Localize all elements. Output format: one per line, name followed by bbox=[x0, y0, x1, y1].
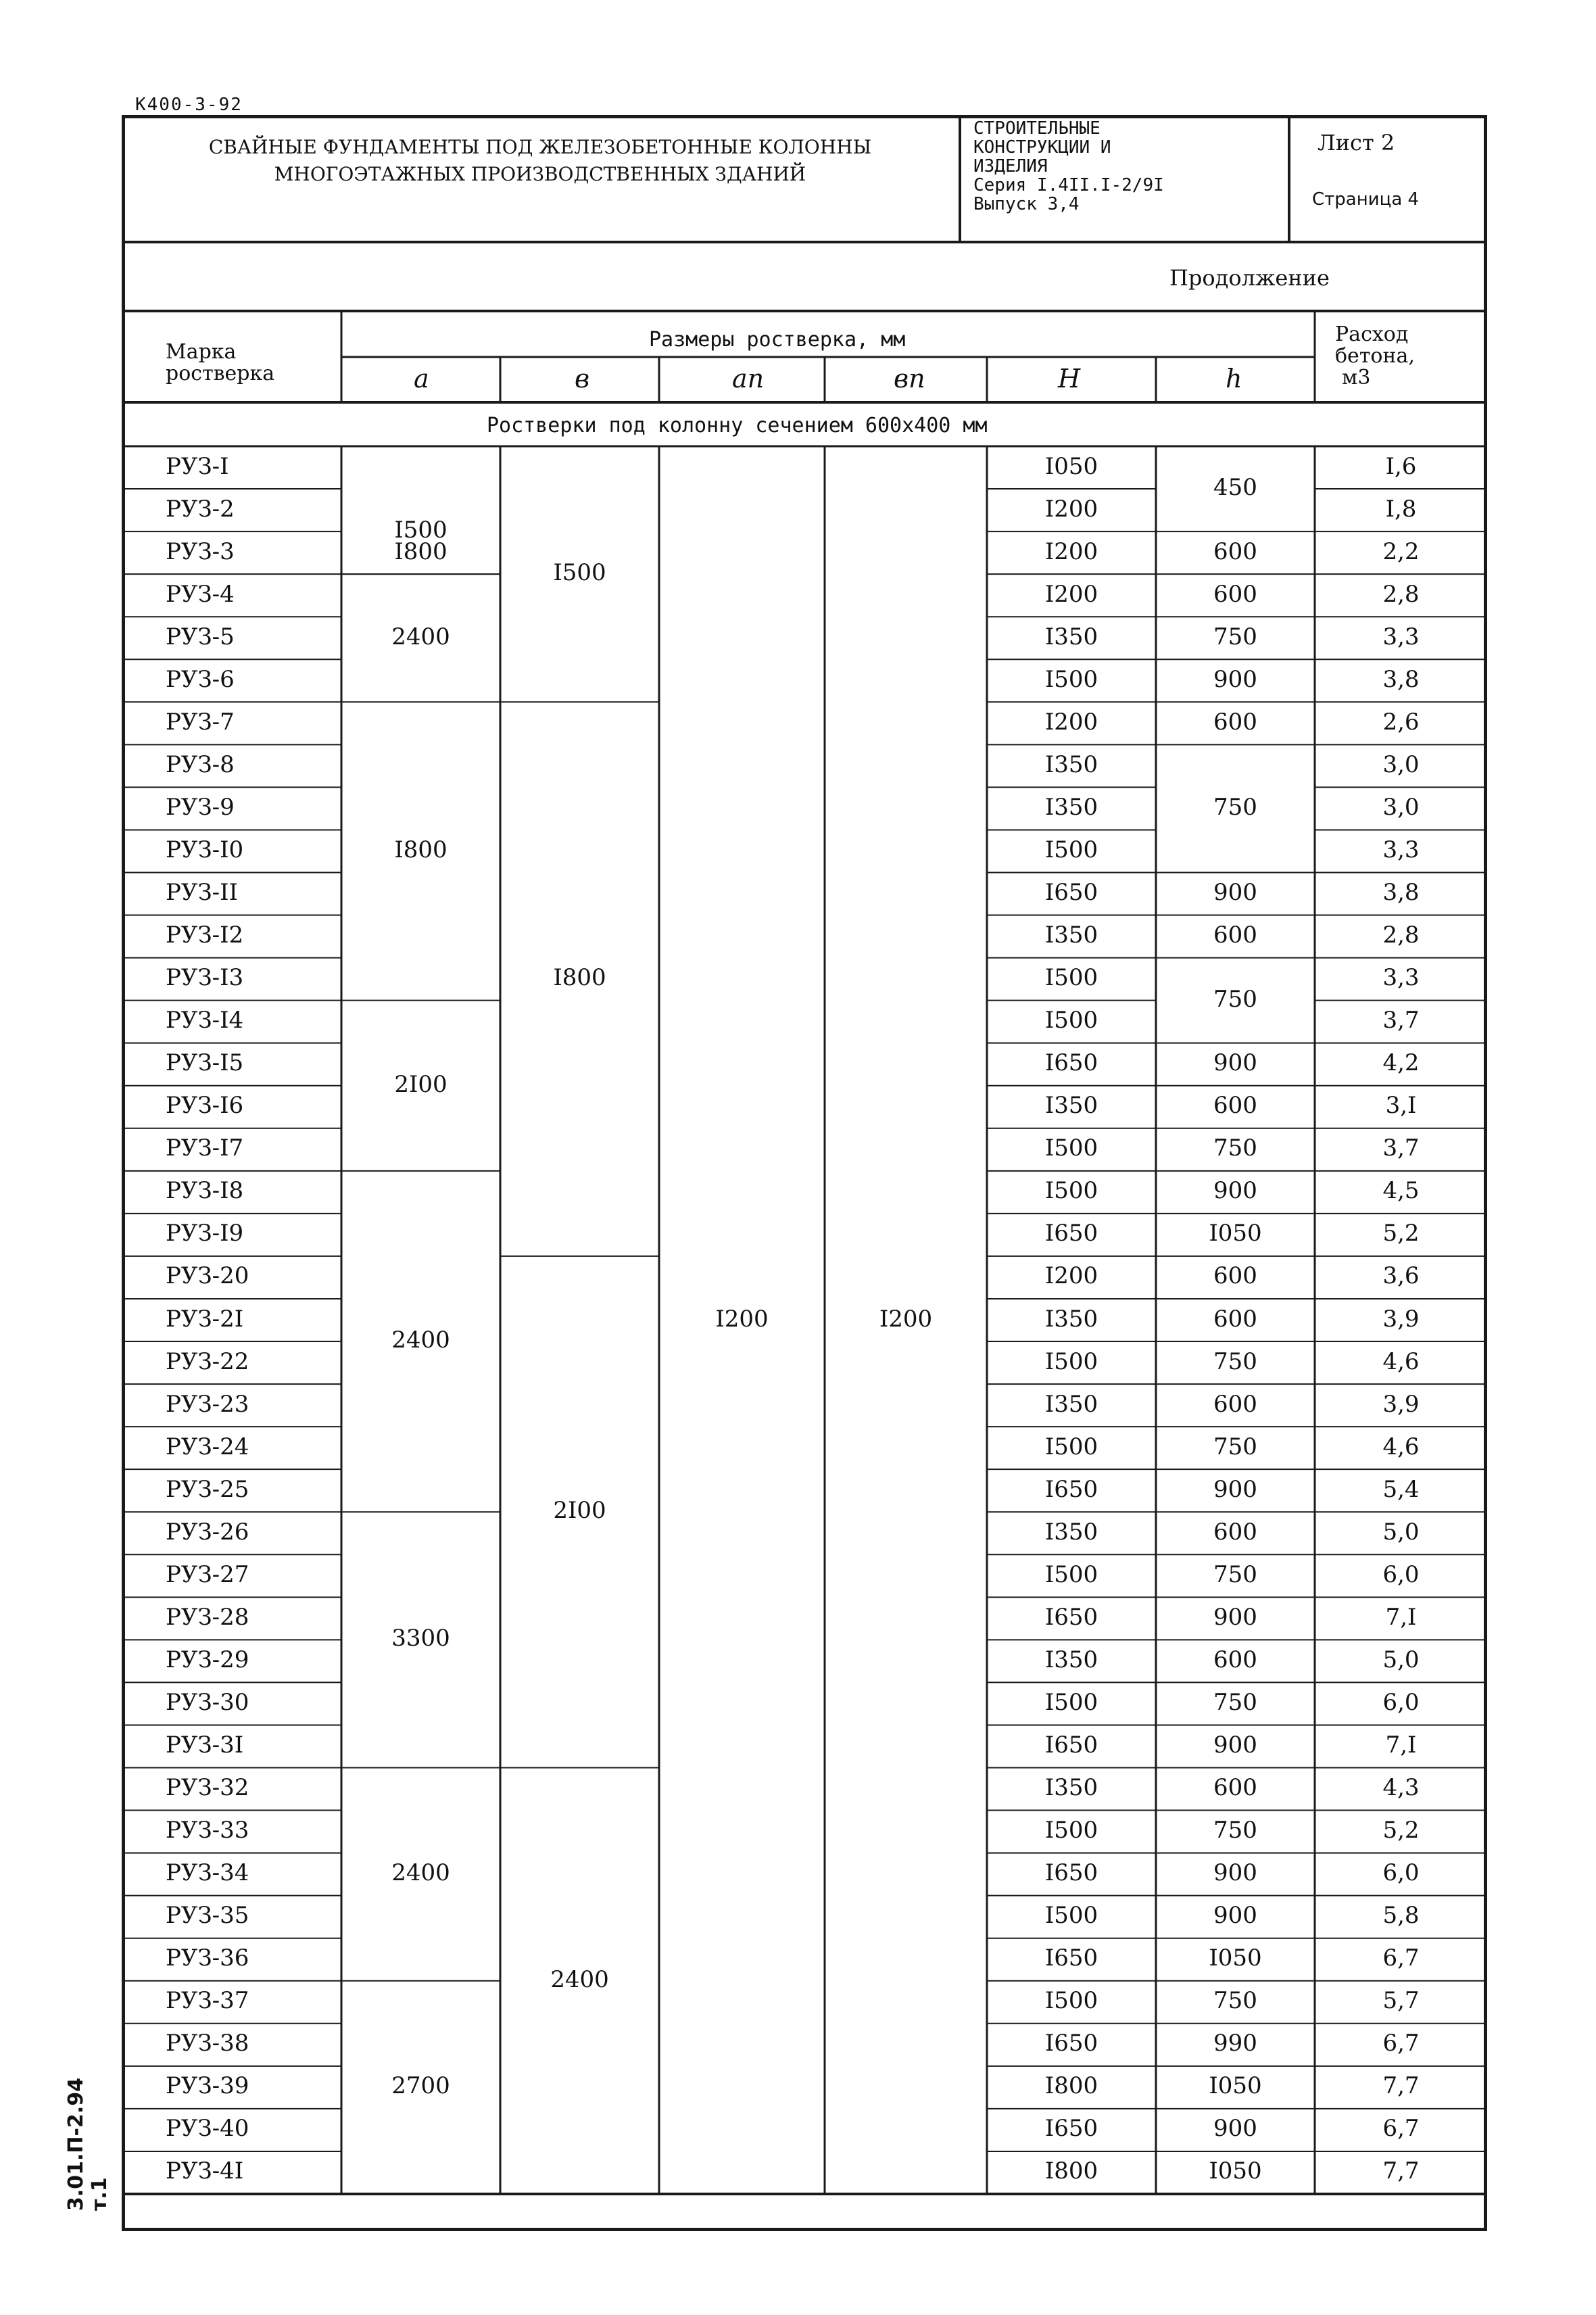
sheet-number: Лист 2 bbox=[1317, 130, 1395, 156]
header-col-bn: вп bbox=[894, 364, 925, 393]
row-mark: РУЗ-26 bbox=[166, 1518, 249, 1546]
row-concrete-value: 7,7 bbox=[1382, 2072, 1420, 2100]
row-H-value: I200 bbox=[1044, 495, 1098, 523]
row-H-value: I800 bbox=[1044, 2072, 1098, 2100]
group-a-value: 2400 bbox=[391, 1859, 450, 1887]
row-concrete-value: 3,6 bbox=[1382, 1262, 1420, 1290]
row-concrete-value: 7,I bbox=[1385, 1603, 1417, 1631]
bn-value: I200 bbox=[879, 1305, 933, 1333]
row-H-value: I350 bbox=[1044, 750, 1098, 778]
row-mark: РУЗ-I8 bbox=[166, 1177, 244, 1205]
group-a-value: I500 bbox=[394, 517, 448, 544]
group-h-value: 750 bbox=[1213, 985, 1257, 1013]
row-concrete-value: 6,0 bbox=[1382, 1688, 1420, 1716]
group-h-value: 900 bbox=[1213, 1859, 1257, 1887]
row-concrete-value: 4,6 bbox=[1382, 1347, 1420, 1375]
row-H-value: I650 bbox=[1044, 1859, 1098, 1887]
group-h-value: I050 bbox=[1209, 1220, 1262, 1247]
group-h-value: 750 bbox=[1213, 623, 1257, 650]
row-mark: РУЗ-29 bbox=[166, 1646, 249, 1673]
group-a-value: 3300 bbox=[391, 1625, 450, 1652]
row-concrete-value: 4,6 bbox=[1382, 1433, 1420, 1460]
row-mark: РУЗ-3 bbox=[166, 538, 235, 565]
group-a-value: I800 bbox=[394, 538, 448, 565]
row-H-value: I500 bbox=[1044, 836, 1098, 863]
row-H-value: I500 bbox=[1044, 1560, 1098, 1588]
row-concrete-value: 3,8 bbox=[1382, 665, 1420, 693]
group-h-value: 900 bbox=[1213, 1902, 1257, 1930]
row-mark: РУЗ-2 bbox=[166, 495, 235, 523]
group-a-value: 2700 bbox=[391, 2072, 450, 2100]
row-H-value: I050 bbox=[1044, 452, 1098, 480]
header-mark-line1: Марка bbox=[166, 340, 237, 364]
row-H-value: I650 bbox=[1044, 1944, 1098, 1972]
row-mark: РУЗ-34 bbox=[166, 1859, 249, 1887]
row-H-value: I650 bbox=[1044, 1603, 1098, 1631]
row-concrete-value: 3,7 bbox=[1382, 1007, 1420, 1034]
row-H-value: I650 bbox=[1044, 1475, 1098, 1503]
group-h-value: 990 bbox=[1213, 2030, 1257, 2057]
row-mark: РУЗ-6 bbox=[166, 665, 235, 693]
group-h-value: 600 bbox=[1213, 1305, 1257, 1333]
page-number: Страница 4 bbox=[1312, 189, 1420, 210]
group-h-value: 600 bbox=[1213, 580, 1257, 608]
row-mark: РУЗ-38 bbox=[166, 2030, 249, 2057]
row-H-value: I800 bbox=[1044, 2157, 1098, 2185]
row-mark: РУЗ-I4 bbox=[166, 1007, 244, 1034]
row-mark: РУЗ-27 bbox=[166, 1560, 249, 1588]
group-h-value: 900 bbox=[1213, 879, 1257, 906]
row-mark: РУЗ-24 bbox=[166, 1433, 249, 1460]
row-H-value: I500 bbox=[1044, 1902, 1098, 1930]
header-consumption-line2: бетона, bbox=[1335, 344, 1415, 368]
row-mark: РУЗ-39 bbox=[166, 2072, 249, 2100]
row-mark: РУЗ-33 bbox=[166, 1817, 249, 1844]
row-mark: РУЗ-I bbox=[166, 452, 229, 480]
row-concrete-value: 6,7 bbox=[1382, 2030, 1420, 2057]
series-line-2: КОНСТРУКЦИИ И bbox=[973, 137, 1111, 158]
row-concrete-value: 3,0 bbox=[1382, 793, 1420, 821]
group-h-value: 450 bbox=[1213, 474, 1257, 502]
row-H-value: I650 bbox=[1044, 879, 1098, 906]
row-mark: РУЗ-I0 bbox=[166, 836, 244, 863]
header-col-a: a bbox=[414, 364, 429, 393]
row-concrete-value: 5,0 bbox=[1382, 1646, 1420, 1673]
row-concrete-value: 6,7 bbox=[1382, 1944, 1420, 1972]
group-h-value: 600 bbox=[1213, 922, 1257, 949]
group-a-value: 2I00 bbox=[394, 1070, 448, 1098]
row-concrete-value: 7,7 bbox=[1382, 2157, 1420, 2185]
row-H-value: I350 bbox=[1044, 793, 1098, 821]
row-mark: РУЗ-5 bbox=[166, 623, 235, 650]
row-H-value: I650 bbox=[1044, 1731, 1098, 1759]
row-mark: РУЗ-22 bbox=[166, 1347, 249, 1375]
row-H-value: I500 bbox=[1044, 1433, 1098, 1460]
row-mark: РУЗ-I2 bbox=[166, 922, 244, 949]
row-concrete-value: 5,4 bbox=[1382, 1475, 1420, 1503]
row-concrete-value: 6,0 bbox=[1382, 1859, 1420, 1887]
header-col-h: h bbox=[1226, 364, 1242, 393]
row-mark: РУЗ-9 bbox=[166, 793, 235, 821]
row-mark: РУЗ-I9 bbox=[166, 1220, 244, 1247]
row-mark: РУЗ-30 bbox=[166, 1688, 249, 1716]
group-h-value: 900 bbox=[1213, 665, 1257, 693]
group-h-value: 900 bbox=[1213, 1603, 1257, 1631]
row-concrete-value: 3,3 bbox=[1382, 623, 1420, 650]
group-h-value: 600 bbox=[1213, 1262, 1257, 1290]
row-H-value: I200 bbox=[1044, 1262, 1098, 1290]
row-H-value: I200 bbox=[1044, 708, 1098, 736]
header-sizes: Размеры ростверка, мм bbox=[649, 328, 906, 352]
row-H-value: I650 bbox=[1044, 2115, 1098, 2143]
an-value: I200 bbox=[715, 1305, 769, 1333]
header-col-H: Н bbox=[1058, 364, 1081, 393]
row-concrete-value: I,8 bbox=[1385, 495, 1417, 523]
row-mark: РУЗ-7 bbox=[166, 708, 235, 736]
title-line-1: СВАЙНЫЕ ФУНДАМЕНТЫ ПОД ЖЕЛЕЗОБЕТОННЫЕ КОЛОННЫ bbox=[208, 136, 872, 158]
title-line-2: МНОГОЭТАЖНЫХ ПРОИЗВОДСТВЕННЫХ ЗДАНИЙ bbox=[274, 163, 806, 185]
row-concrete-value: 2,2 bbox=[1382, 538, 1420, 565]
group-h-value: 900 bbox=[1213, 1049, 1257, 1077]
row-H-value: I500 bbox=[1044, 1347, 1098, 1375]
continuation-label: Продолжение bbox=[1169, 265, 1330, 291]
side-document-code: 3.01.П-2.94 т.1 bbox=[64, 2078, 112, 2211]
group-h-value: 750 bbox=[1213, 793, 1257, 821]
row-concrete-value: 4,2 bbox=[1382, 1049, 1420, 1077]
group-h-value: 750 bbox=[1213, 1817, 1257, 1844]
row-H-value: I500 bbox=[1044, 1688, 1098, 1716]
row-mark: РУЗ-II bbox=[166, 879, 238, 906]
group-h-value: 750 bbox=[1213, 1987, 1257, 2015]
group-a-value: I800 bbox=[394, 836, 448, 863]
row-mark: РУЗ-20 bbox=[166, 1262, 249, 1290]
row-concrete-value: 6,0 bbox=[1382, 1560, 1420, 1588]
row-H-value: I350 bbox=[1044, 1646, 1098, 1673]
row-mark: РУЗ-23 bbox=[166, 1390, 249, 1418]
row-H-value: I350 bbox=[1044, 1774, 1098, 1802]
row-mark: РУЗ-28 bbox=[166, 1603, 249, 1631]
row-H-value: I200 bbox=[1044, 538, 1098, 565]
row-H-value: I500 bbox=[1044, 1007, 1098, 1034]
row-concrete-value: 5,8 bbox=[1382, 1902, 1420, 1930]
header-col-an: ап bbox=[732, 364, 765, 393]
row-concrete-value: 3,0 bbox=[1382, 750, 1420, 778]
row-H-value: I500 bbox=[1044, 1987, 1098, 2015]
group-h-value: 600 bbox=[1213, 1390, 1257, 1418]
row-mark: РУЗ-2I bbox=[166, 1305, 244, 1333]
row-H-value: I350 bbox=[1044, 1305, 1098, 1333]
row-concrete-value: 5,2 bbox=[1382, 1220, 1420, 1247]
series-line-1: СТРОИТЕЛЬНЫЕ bbox=[973, 118, 1101, 139]
group-h-value: 750 bbox=[1213, 1347, 1257, 1375]
row-H-value: I500 bbox=[1044, 665, 1098, 693]
row-concrete-value: 3,3 bbox=[1382, 964, 1420, 992]
row-mark: РУЗ-25 bbox=[166, 1475, 249, 1503]
group-h-value: 900 bbox=[1213, 1475, 1257, 1503]
row-mark: РУЗ-35 bbox=[166, 1902, 249, 1930]
group-h-value: 750 bbox=[1213, 1688, 1257, 1716]
row-concrete-value: 3,9 bbox=[1382, 1390, 1420, 1418]
group-a-value: 2400 bbox=[391, 1327, 450, 1354]
group-h-value: 750 bbox=[1213, 1560, 1257, 1588]
row-mark: РУЗ-8 bbox=[166, 750, 235, 778]
row-H-value: I500 bbox=[1044, 1177, 1098, 1205]
group-a-value: 2400 bbox=[391, 623, 450, 650]
row-H-value: I200 bbox=[1044, 580, 1098, 608]
row-mark: РУЗ-37 bbox=[166, 1987, 249, 2015]
row-H-value: I500 bbox=[1044, 1817, 1098, 1844]
document-code: К400-3-92 bbox=[135, 95, 243, 115]
row-H-value: I650 bbox=[1044, 2030, 1098, 2057]
row-concrete-value: 2,8 bbox=[1382, 580, 1420, 608]
header-consumption-line1: Расход bbox=[1335, 323, 1409, 346]
row-mark: РУЗ-40 bbox=[166, 2115, 249, 2143]
header-mark-line2: ростверка bbox=[166, 362, 275, 385]
row-concrete-value: 3,3 bbox=[1382, 836, 1420, 863]
row-concrete-value: 3,8 bbox=[1382, 879, 1420, 906]
row-concrete-value: 6,7 bbox=[1382, 2115, 1420, 2143]
group-h-value: 600 bbox=[1213, 1646, 1257, 1673]
header-col-b: в bbox=[575, 364, 590, 393]
group-h-value: 900 bbox=[1213, 2115, 1257, 2143]
group-h-value: 600 bbox=[1213, 1774, 1257, 1802]
row-concrete-value: 5,2 bbox=[1382, 1817, 1420, 1844]
row-mark: РУЗ-I7 bbox=[166, 1135, 244, 1162]
row-concrete-value: 2,6 bbox=[1382, 708, 1420, 736]
series-line-4: Серия I.4II.I-2/9I bbox=[973, 175, 1164, 195]
group-h-value: 750 bbox=[1213, 1135, 1257, 1162]
group-h-value: 600 bbox=[1213, 1518, 1257, 1546]
row-mark: РУЗ-32 bbox=[166, 1774, 249, 1802]
row-H-value: I500 bbox=[1044, 964, 1098, 992]
row-concrete-value: I,6 bbox=[1385, 452, 1417, 480]
row-mark: РУЗ-4 bbox=[166, 580, 235, 608]
row-concrete-value: 3,9 bbox=[1382, 1305, 1420, 1333]
group-h-value: I050 bbox=[1209, 2072, 1262, 2100]
row-H-value: I350 bbox=[1044, 1390, 1098, 1418]
group-h-value: 900 bbox=[1213, 1731, 1257, 1759]
row-H-value: I350 bbox=[1044, 922, 1098, 949]
group-b-value: I500 bbox=[553, 559, 606, 587]
row-mark: РУЗ-3I bbox=[166, 1731, 244, 1759]
row-mark: РУЗ-I5 bbox=[166, 1049, 244, 1077]
row-concrete-value: 4,5 bbox=[1382, 1177, 1420, 1205]
row-H-value: I350 bbox=[1044, 1518, 1098, 1546]
row-concrete-value: 7,I bbox=[1385, 1731, 1417, 1759]
group-h-value: 600 bbox=[1213, 708, 1257, 736]
section-title: Ростверки под колонну сечением 600х400 мм bbox=[487, 414, 988, 437]
series-line-5: Выпуск 3,4 bbox=[973, 194, 1080, 214]
row-concrete-value: 5,7 bbox=[1382, 1987, 1420, 2015]
group-h-value: 600 bbox=[1213, 1092, 1257, 1120]
group-h-value: 600 bbox=[1213, 538, 1257, 565]
row-mark: РУЗ-I3 bbox=[166, 964, 244, 992]
row-concrete-value: 5,0 bbox=[1382, 1518, 1420, 1546]
row-H-value: I650 bbox=[1044, 1049, 1098, 1077]
row-concrete-value: 2,8 bbox=[1382, 922, 1420, 949]
row-concrete-value: 4,3 bbox=[1382, 1774, 1420, 1802]
series-line-3: ИЗДЕЛИЯ bbox=[973, 156, 1048, 176]
row-H-value: I350 bbox=[1044, 1092, 1098, 1120]
row-H-value: I350 bbox=[1044, 623, 1098, 650]
group-h-value: 900 bbox=[1213, 1177, 1257, 1205]
row-mark: РУЗ-36 bbox=[166, 1944, 249, 1972]
row-mark: РУЗ-I6 bbox=[166, 1092, 244, 1120]
row-mark: РУЗ-4I bbox=[166, 2157, 244, 2185]
group-h-value: 750 bbox=[1213, 1433, 1257, 1460]
row-H-value: I500 bbox=[1044, 1135, 1098, 1162]
row-H-value: I650 bbox=[1044, 1220, 1098, 1247]
group-b-value: 2I00 bbox=[553, 1497, 606, 1525]
header-consumption-line3: м3 bbox=[1342, 366, 1371, 389]
row-concrete-value: 3,7 bbox=[1382, 1135, 1420, 1162]
group-b-value: I800 bbox=[553, 964, 606, 992]
group-h-value: I050 bbox=[1209, 2157, 1262, 2185]
group-b-value: 2400 bbox=[550, 1965, 609, 1993]
row-concrete-value: 3,I bbox=[1385, 1092, 1417, 1120]
group-h-value: I050 bbox=[1209, 1944, 1262, 1972]
